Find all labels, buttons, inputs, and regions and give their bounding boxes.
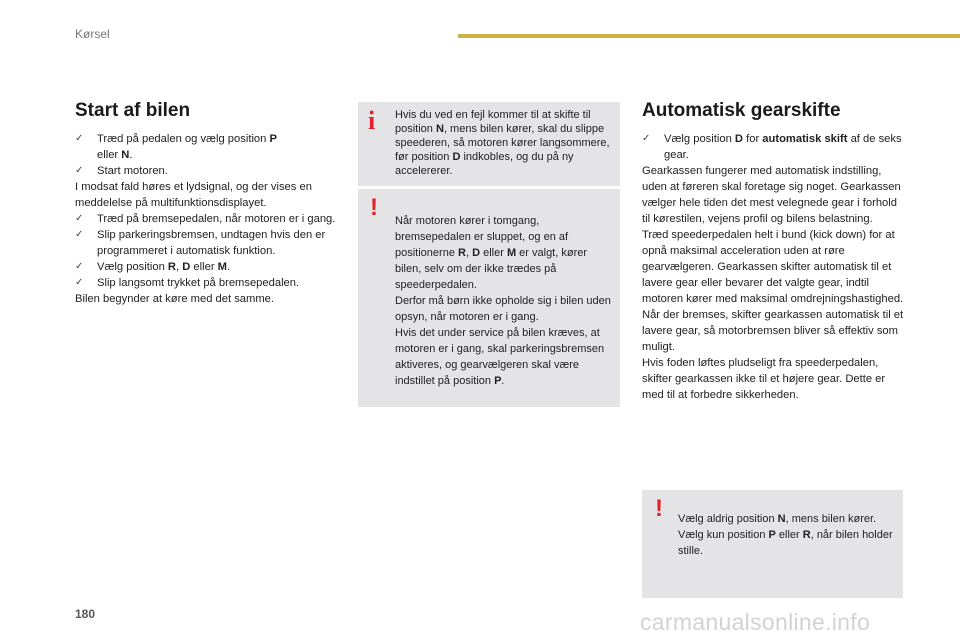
list-item [75,163,340,179]
list-item [75,227,340,259]
warning-box-2 [642,490,903,598]
list-item [642,131,904,163]
paragraph: I modsat fald høres et lydsignal, og der vises en meddelelse på multifunktionsdisplayet. [75,181,312,209]
info-box [358,102,620,186]
list-item [75,211,340,227]
bullet-icon: ✓ [75,133,84,144]
bullet-icon: ✓ [75,277,84,288]
warning-text: Når motoren kører i tomgang, bremsepedalen er sluppet, og en af positionerne R, D eller M er valgt, kører bilen, selv om der ikke trædes på speederpedalen. Derfor må børn ikke opholde sig i bilen uden opsyn, når motoren er i gang. Hvis det under service på bilen kræves, at motoren er i gang, skal parkeringsbremsen aktiveres, og gearvælgeren skal være indstillet på position P. [395,215,611,387]
list-item-text: Træd på pedalen og vælg position P eller N. [97,133,277,161]
left-column [75,100,340,307]
info-icon: i [368,106,376,135]
list-item [75,131,340,163]
left-title: Start af bilen [75,100,191,121]
list-item-text: Slip langsomt trykket på bremsepedalen. [97,277,300,289]
right-title: Automatisk gearskifte [642,100,841,121]
bullet-icon: ✓ [75,213,84,224]
bullet-icon: ✓ [75,229,84,240]
right-column [642,100,904,403]
bullet-icon: ✓ [75,261,84,272]
left-items [75,131,340,307]
page-number: 180 [75,607,96,621]
list-item-text: Træd på bremsepedalen, når motoren er i gang. [97,213,336,225]
warning-icon: ! [655,495,663,522]
warning-text: Vælg aldrig position N, mens bilen kører. Vælg kun position P eller R, når bilen holder stille. [678,513,893,557]
list-item-text: Slip parkeringsbremsen, undtagen hvis den er programmeret i automatisk funktion. [97,229,326,257]
list-item-text: Vælg position D for automatisk skift af de seks gear. [664,133,902,161]
info-text: Hvis du ved en fejl kommer til at skifte til position N, mens bilen kører, skal du slippe speederen, så motoren kører langsommere, før position D indkobles, og du på ny accelererer. [395,109,610,177]
list-item [75,275,340,291]
section-title: Kørsel [75,27,110,41]
list-item-text: Start motoren. [97,165,168,177]
paragraph: Bilen begynder at køre med det samme. [75,293,274,305]
watermark: carmanualsonline.info [640,609,871,635]
body-text: Gearkassen fungerer med automatisk indstilling, uden at føreren skal foretage sig noget. Gearkassen vælger hele tiden det mest velegnede gear i forhold til kørestilen, vejens profil og bilens belastning. Træd speederpedalen helt i bund (kick down) for at opnå maksimal acceleration uden at røre gearvælgeren. Gearkassen skifter automatisk til et lavere gear eller bevarer det valgte gear, indtil motoren kører med maksimal omdrejningshastighed. Når der bremses, skifter gearkassen automatisk til et lavere gear, så motorbremsen bliver så effektiv som muligt. Hvis foden løftes pludseligt fra speederpedalen, skifter gearkassen ikke til et højere gear. Dette er med til at forbedre sikkerheden. [642,165,904,401]
warning-icon: ! [370,194,378,221]
warning-box [358,189,620,407]
bullet-icon: ✓ [75,165,84,176]
bullet-icon: ✓ [642,133,651,144]
header-rule [458,34,960,38]
list-item [75,259,340,275]
list-item-text: Vælg position R, D eller M. [97,261,231,273]
